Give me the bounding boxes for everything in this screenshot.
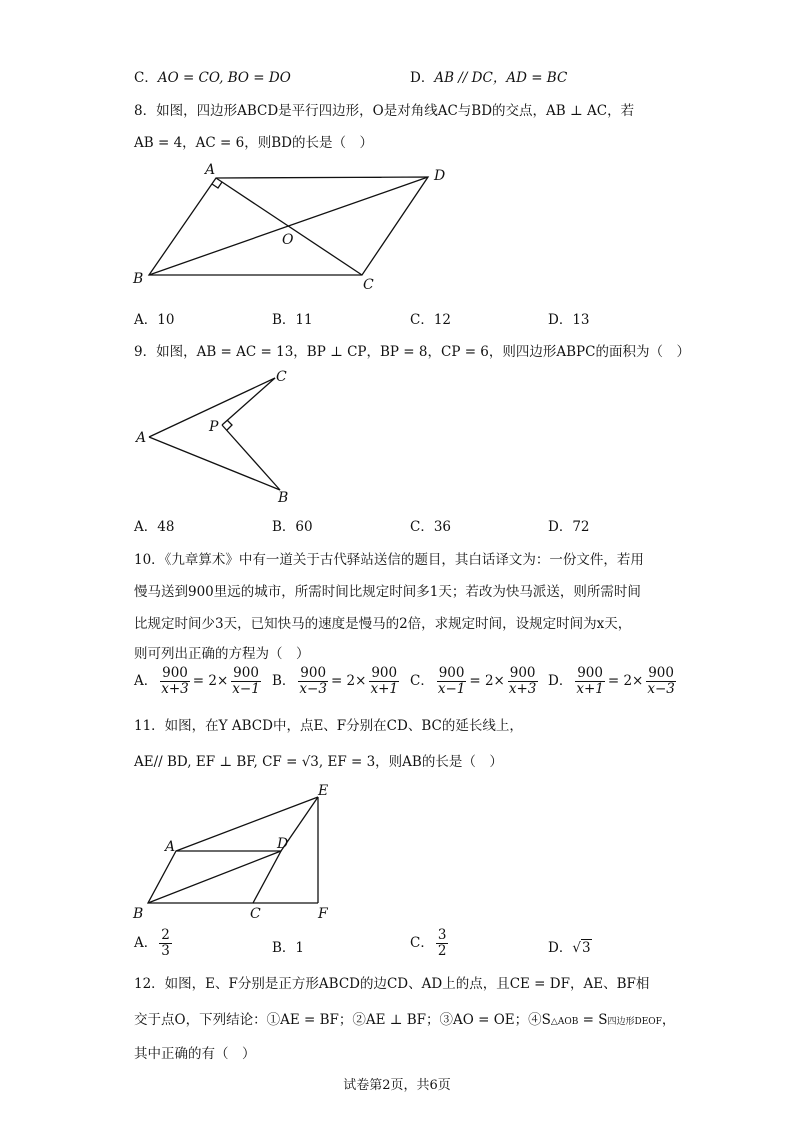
sqrt-symbol: √ [572, 940, 581, 956]
q11-segment-ae [176, 797, 318, 851]
q8-right-angle-mark [212, 182, 222, 188]
q9-segment-cp [222, 378, 275, 425]
q7-option-d: D．AB // DC，AD = BC [410, 70, 568, 86]
q9-label-b: B [278, 490, 289, 506]
q11-label-d: D [277, 836, 289, 852]
q8-figure [149, 177, 428, 275]
q8-label-c: C [363, 277, 374, 293]
q9-segment-pb [222, 425, 280, 490]
q8-diagonal-bd [149, 177, 428, 275]
q11-option-c: C． $\frac{3}{2}$ [410, 927, 447, 959]
q8-label-b: B [133, 271, 144, 287]
q11-option-a: A． $\frac{2}{3}$ [134, 927, 170, 959]
q9-segment-ab [149, 437, 280, 490]
q11-label-e: E [318, 783, 329, 799]
q8-option-d: D．13 [548, 312, 590, 328]
q9-right-angle-mark [227, 420, 232, 430]
page-footer: 试卷第2页，共6页 [343, 1078, 451, 1093]
q9-label-p: P [209, 419, 219, 435]
q9-option-c: C．36 [410, 519, 452, 535]
q10-stem-line4: 则可列出正确的方程为（ ） [134, 646, 310, 662]
q9-option-a: A．48 [134, 519, 175, 535]
q9-option-b: B．60 [272, 519, 313, 535]
q11-option-b: B．1 [272, 940, 305, 956]
q11-stem-line1: 11．如图，在Y ABCD中，点E、F分别在CD、BC的延长线上， [134, 718, 523, 734]
q12-stem-line2: 交于点O，下列结论：①AE = BF；②AE ⊥ BF；③AO = OE；④S△AOB = S四边形DEOF， [134, 1012, 676, 1028]
q11-option-d: D．√3 [548, 940, 591, 956]
q10-option-b: B． $\frac{900}{x-3}$ = 2× $\frac{900}{x+1}$ [272, 665, 398, 697]
q12-stem-line3: 其中正确的有（ ） [134, 1046, 256, 1062]
q9-option-d: D．72 [548, 519, 590, 535]
q8-label-a: A [205, 162, 216, 178]
q11-label-c: C [250, 906, 261, 922]
q10-option-a: A． $\frac{900}{x+3}$ = 2× $\frac{900}{x-1}$ [134, 665, 260, 697]
q10-stem-line1: 10．《九章算术》中有一道关于古代驿站送信的题目，其白话译文为：一份文件，若用 [134, 552, 644, 568]
q9-label-c: C [276, 369, 287, 385]
q8-option-c: C．12 [410, 312, 452, 328]
q9-label-a: A [136, 430, 147, 446]
q8-label-o: O [282, 232, 294, 248]
q12-stem-line1: 12．如图，E、F分别是正方形ABCD的边CD、AD上的点，且CE = DF，AE、BF相 [134, 976, 650, 992]
q11-label-f: F [318, 906, 328, 922]
q7-option-c: C．AO = CO, BO = DO [134, 70, 291, 86]
q11-diagonal-bd [148, 851, 281, 903]
q11-label-a: A [165, 839, 176, 855]
q10-stem-line3: 比规定时间少3天，已知快马的速度是慢马的2倍，求规定时间，设规定时间为x天， [134, 616, 632, 632]
q11-stem-line2: AE// BD, EF ⊥ BF, CF = √3, EF = 3，则AB的长是（ ） [134, 754, 503, 770]
q11-label-b: B [133, 906, 144, 922]
q8-stem-line1: 8．如图，四边形ABCD是平行四边形，O是对角线AC与BD的交点，AB ⊥ AC，若 [134, 103, 635, 119]
q10-stem-line2: 慢马送到900里远的城市，所需时间比规定时间多1天；若改为快马派送，则所需时间 [134, 584, 641, 600]
q8-stem-line2: AB = 4，AC = 6，则BD的长是（ ） [134, 135, 373, 151]
q8-option-a: A．10 [134, 312, 175, 328]
q8-label-d: D [434, 168, 446, 184]
q9-stem-line1: 9．如图，AB = AC = 13，BP ⊥ CP，BP = 8，CP = 6，则四边形ABPC的面积为（ ） [134, 344, 690, 360]
q8-option-b: B．11 [272, 312, 313, 328]
q10-option-c: C． $\frac{900}{x-1}$ = 2× $\frac{900}{x+3}$ [410, 665, 537, 697]
q10-option-d: D． $\frac{900}{x+1}$ = 2× $\frac{900}{x-3}$ [548, 665, 675, 697]
